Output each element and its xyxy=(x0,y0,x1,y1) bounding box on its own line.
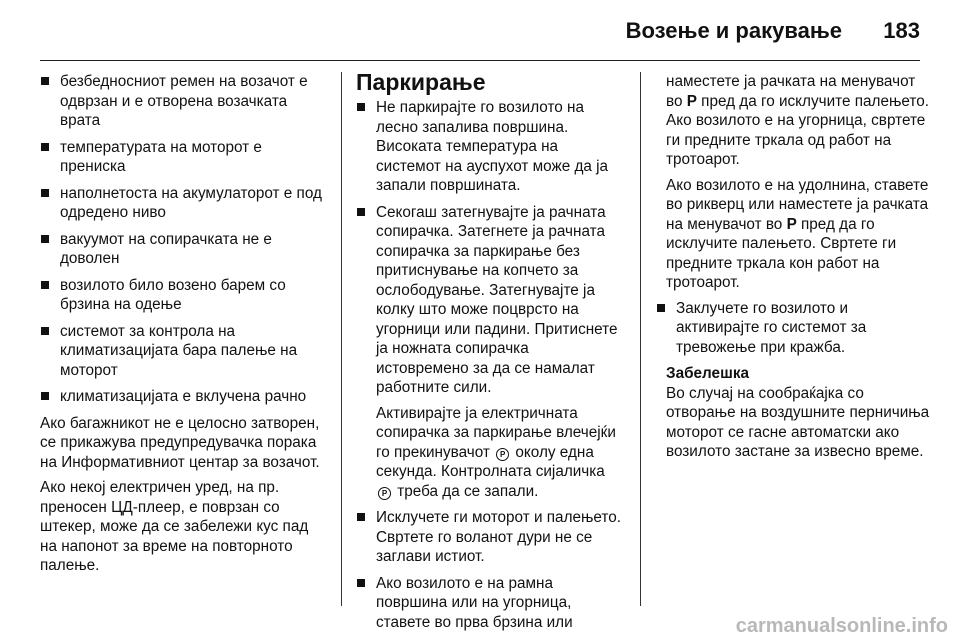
gear-p-label: P xyxy=(686,92,697,110)
note-title: Забелешка xyxy=(666,365,749,382)
section-title: Паркирање xyxy=(356,69,486,95)
page-header xyxy=(0,0,960,62)
voltage-drop-paragraph: Ако некој електричен уред, на пр. преносен ЦД-плеер, е поврзан со штекер, може да се забележи кус пад на напонот за време на повторното палење. xyxy=(40,479,309,574)
bullet-square-icon xyxy=(41,189,49,197)
continued-paragraph: наместете ја рачката на менувачот во P пред да го исклучите палењето. Ако возилото е на угорница, свртете ги предните тркала од работ на тротоарот. xyxy=(666,73,929,168)
column-divider-1 xyxy=(341,72,342,606)
list-item: наполнетоста на акумулаторот е под одредено ниво xyxy=(40,184,324,223)
note-text: Во случај на сообраќајка со отворање на воздушните перничиња моторот се гасне автоматски ако возилото застане за извесно време. xyxy=(666,384,930,460)
parking-brake-switch-icon: P xyxy=(496,448,509,461)
bullet-square-icon xyxy=(357,208,365,216)
list-item: возилото било возено барем со брзина на одење xyxy=(40,276,324,315)
bullet-square-icon xyxy=(41,392,49,400)
list-item: Исклучете ги моторот и палењето. Свртете го воланот дури не се заглави истиот. xyxy=(356,508,624,567)
list-item: климатизацијата е вклучена рачно xyxy=(40,387,324,407)
bullet-square-icon xyxy=(357,579,365,587)
bullet-square-icon xyxy=(41,77,49,85)
column-3 xyxy=(666,72,930,462)
trunk-warning-paragraph: Ако багажникот не е целосно затворен, се прикажува предупредувачка порака на Информативниот центар за возачот. xyxy=(40,414,320,471)
list-item: Ако возилото е на рамна површина или на угорница, ставете во прва брзина или xyxy=(356,574,624,633)
column-divider-2 xyxy=(640,72,641,606)
downhill-paragraph: Ако возилото е на удолнина, ставете во рикверц или наместете ја рачката на менувачот во P пред да го исклучите палењето. Свртете ги предните тркала кон работ на тротоарот. xyxy=(666,176,929,291)
list-item: системот за контрола на климатизацијата бара палење на моторот xyxy=(40,322,324,381)
running-title: Возење и ракување xyxy=(625,18,842,43)
list-item: безбедносниот ремен на возачот е одврзан и е отворена возачката врата xyxy=(40,72,324,131)
header-divider xyxy=(40,60,920,61)
list-item: Секогаш затегнувајте ја рачната сопирачка. Затегнете ја рачната сопирачка за паркирање без притиснување на копчето за ослободување. Затегнувајте ја колку што може поцврсто на угорници или падини. Притиснете ја ножната сопирачка истовремено за да се намалат работните сили. Активирајте ја електричната сопирачка за паркирање влечејќи го прекинувачот P околу една секунда. Контролната сијаличка P треба да се запали. xyxy=(356,203,624,502)
continued-paragraph-group xyxy=(666,72,930,293)
list-item: Не паркирајте го возилото на лесно запалива површина. Високата температура на системот на ауспухот може да ја запали површината. xyxy=(356,98,624,196)
bullet-square-icon xyxy=(357,513,365,521)
bullet-square-icon xyxy=(357,103,365,111)
parking-list xyxy=(356,98,624,632)
electric-brake-paragraph: Активирајте ја електричната сопирачка за паркирање влечејќи го прекинувачот P околу една секунда. Контролната сијаличка P треба да се запали. xyxy=(376,404,616,500)
bullet-square-icon xyxy=(41,281,49,289)
gear-p-label: P xyxy=(786,215,797,233)
list-item: вакуумот на сопирачката не е доволен xyxy=(40,230,324,269)
watermark: carmanualsonline.info xyxy=(735,615,948,637)
bullet-square-icon xyxy=(41,143,49,151)
condition-list xyxy=(40,72,324,407)
bullet-square-icon xyxy=(41,235,49,243)
bullet-square-icon xyxy=(41,327,49,335)
list-item: Заклучете го возилото и активирајте го системот за тревожење при кражба. xyxy=(656,299,930,358)
bullet-square-icon xyxy=(657,304,665,312)
parking-brake-lamp-icon: P xyxy=(378,487,391,500)
lock-list xyxy=(656,299,930,358)
column-2 xyxy=(356,69,624,639)
page-number: 183 xyxy=(883,18,920,43)
column-1 xyxy=(40,72,324,582)
list-item: температурата на моторот е прениска xyxy=(40,138,324,177)
